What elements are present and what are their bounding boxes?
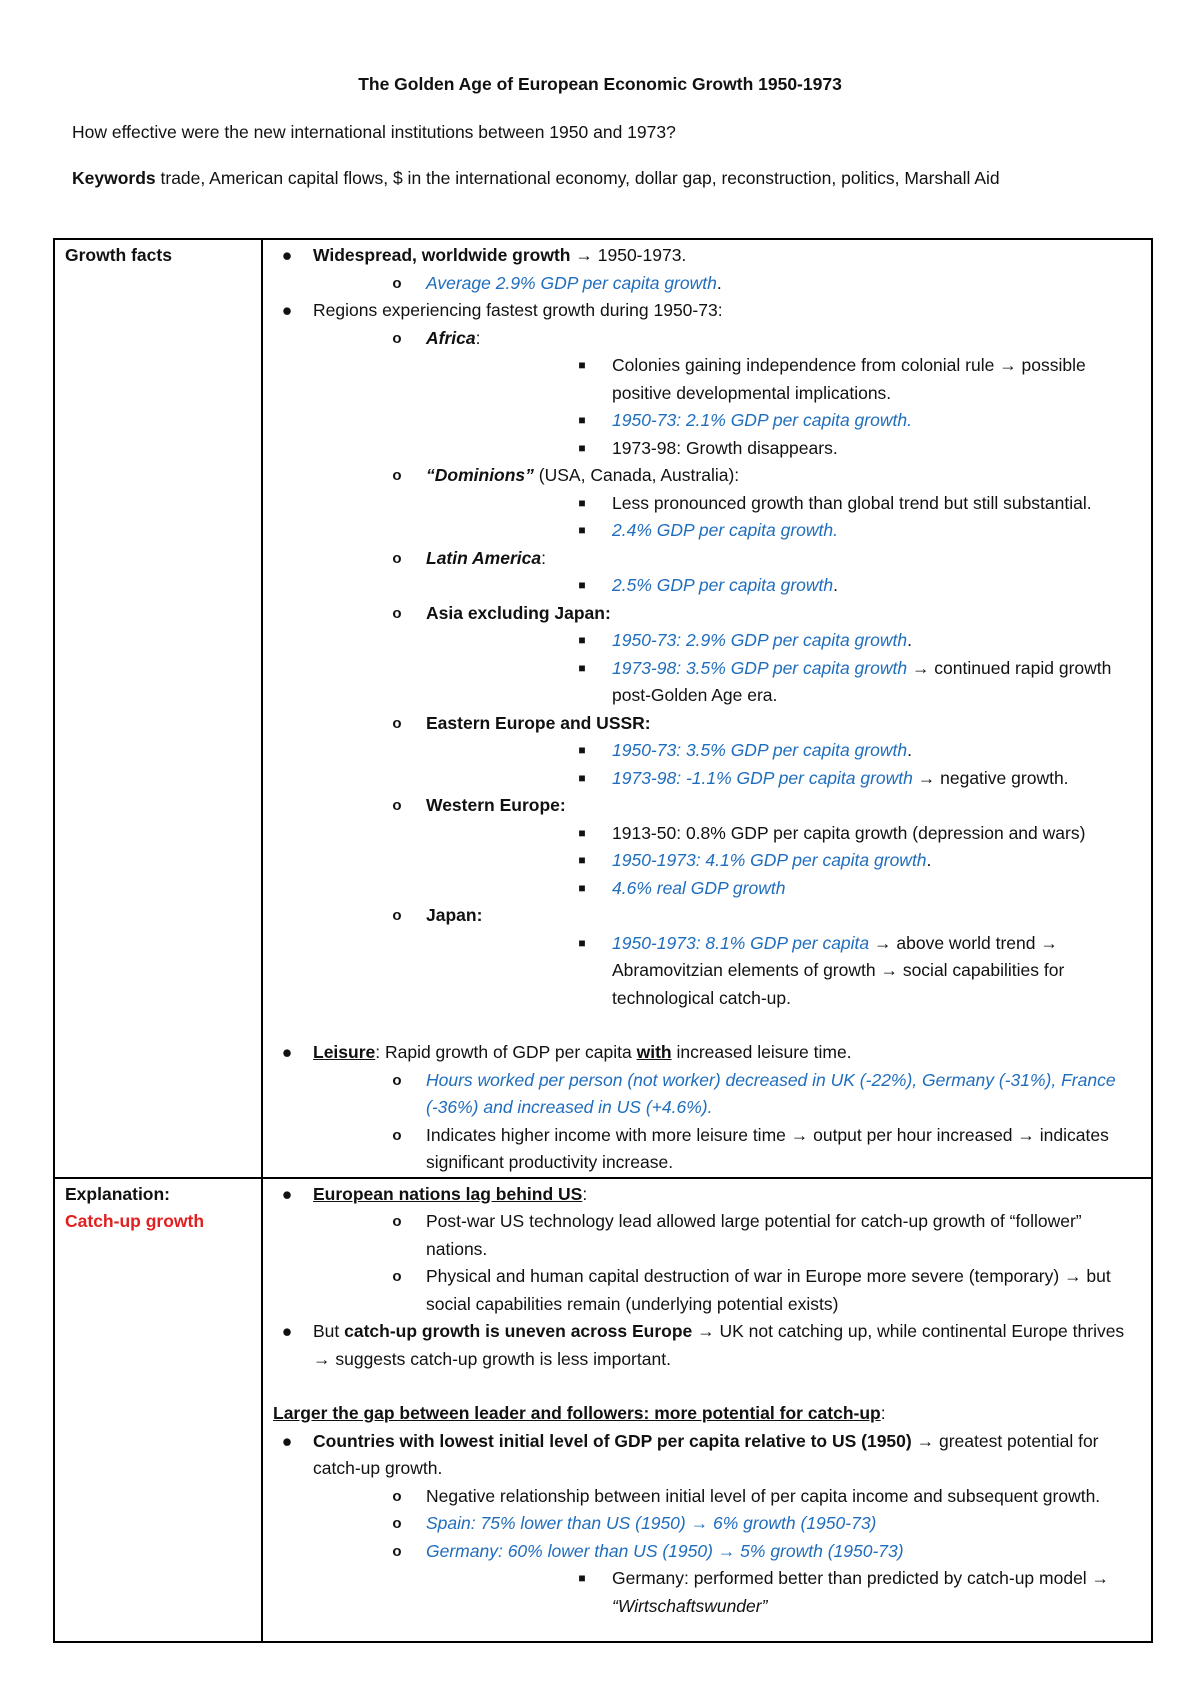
guiding-question: How effective were the new international institutions between 1950 and 1973?: [72, 122, 676, 142]
page-title: The Golden Age of European Economic Growth 1950-1973: [358, 74, 842, 94]
list-item: [426, 407, 1143, 435]
item-text: 1973-98: Growth disappears.: [612, 437, 838, 458]
item-text: → above world trend → Abramovitzian elements of growth → social capabilities for technological catch-up.: [612, 932, 1065, 1008]
list-item: [313, 1208, 1143, 1263]
item-text: 1950-73: 2.9% GDP per capita growth: [612, 630, 908, 650]
table-row: [54, 239, 1152, 1178]
keywords-line: [72, 165, 1142, 192]
sub-sub-list: [426, 352, 1143, 462]
section-heading: [273, 1400, 1143, 1428]
circle-o-icon: o: [392, 797, 402, 814]
leisure-list: [273, 1039, 1143, 1177]
item-text: 1950-1973: 4.1% GDP per capita growth: [612, 850, 927, 870]
circle-o-icon: o: [392, 1071, 402, 1089]
punctuation: .: [907, 630, 912, 650]
square-bullet-icon: ■: [578, 660, 586, 675]
item-text: 4.6% real GDP growth: [612, 877, 786, 898]
list-item: [313, 1067, 1143, 1122]
circle-o-icon: o: [392, 907, 402, 924]
sub-list: [313, 1483, 1143, 1621]
list-item: [313, 710, 1143, 793]
circle-o-icon: o: [392, 1126, 402, 1144]
list-item: [273, 242, 1143, 297]
list-item: [426, 517, 1143, 545]
sub-list: [313, 325, 1143, 1013]
region-name: Latin America: [426, 547, 542, 568]
list-item: [313, 1538, 1143, 1621]
punctuation: .: [833, 575, 839, 595]
list-item: [313, 462, 1143, 545]
item-text: Spain: 75% lower than US (1950) → 6% growth (1950-73): [426, 1513, 877, 1533]
square-bullet-icon: ■: [578, 1571, 586, 1585]
circle-o-icon: o: [392, 714, 402, 732]
explanation-list: [273, 1181, 1143, 1374]
circle-o-icon: o: [392, 467, 402, 484]
list-item: [426, 820, 1143, 848]
item-text: 1950-73: 2.1% GDP per capita growth.: [612, 410, 912, 430]
item-text: Germany: performed better than predicted by catch-up model →: [612, 1568, 1110, 1588]
circle-o-icon: o: [392, 1213, 402, 1230]
item-text: Germany: 60% lower than US (1950) → 5% growth (1950-73): [426, 1540, 904, 1561]
list-item: [313, 902, 1143, 1012]
sub-sub-list: [426, 490, 1143, 545]
square-bullet-icon: ■: [578, 770, 586, 785]
bullet-dot-icon: ●: [281, 245, 293, 265]
item-text: (USA, Canada, Australia):: [533, 465, 740, 485]
sub-sub-list: [426, 820, 1143, 903]
punctuation: :: [582, 1183, 588, 1204]
item-text: 1973-98: -1.1% GDP per capita growth: [612, 767, 913, 788]
item-text: 1950-73: 3.5% GDP per capita growth: [612, 740, 908, 760]
list-item: [273, 1039, 1143, 1177]
list-item: [426, 875, 1143, 903]
item-text: → continued rapid growth post-Golden Age era.: [612, 657, 1112, 705]
item-text: 1973-98: 3.5% GDP per capita growth: [612, 657, 908, 678]
list-item: [426, 435, 1143, 463]
item-text: Hours worked per person (not worker) decreased in UK (-22%), Germany (-31%), France (-36%) and increased in US (+4.6%).: [426, 1069, 1116, 1117]
region-name: Asia excluding Japan:: [426, 602, 611, 623]
circle-o-icon: o: [392, 549, 402, 567]
spacer: [273, 1373, 1143, 1400]
explanation-label: Explanation:: [65, 1183, 171, 1204]
circle-o-icon: o: [392, 274, 402, 292]
square-bullet-icon: ■: [578, 440, 586, 455]
item-text: catch-up growth is uneven across Europe: [344, 1321, 693, 1341]
list-item: [313, 270, 1143, 298]
list-item: [273, 1181, 1143, 1319]
item-text: : Rapid growth of GDP per capita: [375, 1042, 637, 1062]
sub-sub-list: [426, 737, 1143, 792]
list-item: [426, 490, 1143, 518]
keywords-text: trade, American capital flows, $ in the international economy, dollar gap, reconstruction, politics, Marshall Aid: [155, 168, 1000, 188]
square-bullet-icon: ■: [578, 578, 586, 592]
circle-o-icon: o: [392, 329, 402, 347]
list-item: [426, 847, 1143, 875]
circle-o-icon: o: [392, 1542, 402, 1560]
item-text: 1913-50: 0.8% GDP per capita growth (depression and wars): [612, 822, 1086, 843]
list-item: [273, 1318, 1143, 1373]
square-bullet-icon: ■: [578, 413, 586, 427]
punctuation: .: [907, 740, 912, 760]
punctuation: .: [926, 850, 932, 870]
list-item: [313, 1483, 1143, 1511]
sub-sub-list: [426, 627, 1143, 710]
row-label-cell: [54, 1178, 262, 1642]
item-text: Indicates higher income with more leisure time → output per hour increased → indicates significant productivity increase.: [426, 1124, 1109, 1172]
item-text: European nations lag behind US: [313, 1183, 583, 1204]
circle-o-icon: o: [392, 1487, 402, 1505]
item-text: Colonies gaining independence from colonial rule → possible positive developmental implications.: [612, 355, 1086, 403]
bullet-dot-icon: ●: [281, 1321, 293, 1341]
keywords-label: Keywords: [72, 168, 156, 188]
item-text: Average 2.9% GDP per capita growth: [426, 272, 717, 293]
item-text: increased leisure time.: [671, 1042, 852, 1062]
item-text: 2.5% GDP per capita growth: [612, 575, 834, 595]
item-text: → negative growth.: [912, 767, 1069, 788]
square-bullet-icon: ■: [578, 523, 586, 537]
sub-sub-list: [426, 572, 1143, 600]
item-text: Less pronounced growth than global trend but still substantial.: [612, 492, 1092, 513]
sub-list: [313, 270, 1143, 298]
sub-list: [313, 1067, 1143, 1177]
item-text: → 1950-1973.: [570, 245, 687, 265]
list-item: [313, 1263, 1143, 1318]
list-item: [273, 297, 1143, 1012]
item-text: Post-war US technology lead allowed large potential for catch-up growth of “follower” nations.: [426, 1211, 1082, 1259]
bullet-dot-icon: ●: [281, 1042, 293, 1062]
list-item: [426, 737, 1143, 765]
sub-sub-list: [426, 930, 1143, 1013]
bullet-dot-icon: ●: [281, 1183, 293, 1204]
list-item: [273, 1428, 1143, 1621]
list-item: [426, 930, 1143, 1013]
item-text: Regions experiencing fastest growth during 1950-73:: [313, 300, 723, 320]
row-label-cell: [54, 239, 262, 1178]
punctuation: :: [541, 547, 546, 568]
square-bullet-icon: ■: [578, 935, 586, 950]
bullet-dot-icon: ●: [281, 300, 293, 320]
content-cell: [262, 239, 1152, 1178]
list-item: [313, 792, 1143, 902]
list-item: [426, 572, 1143, 600]
growth-list: [273, 242, 1143, 1012]
item-text: with: [636, 1042, 672, 1062]
list-item: [426, 1565, 1143, 1620]
table-row: [54, 1178, 1152, 1642]
item-text: Leisure: [313, 1042, 376, 1062]
region-name: “Dominions”: [426, 465, 534, 485]
item-text: Larger the gap between leader and followers: more potential for catch-up: [273, 1403, 881, 1423]
item-text: 1950-1973: 8.1% GDP per capita: [612, 932, 870, 953]
catch-up-label: Catch-up growth: [65, 1211, 205, 1231]
list-item: [426, 655, 1143, 710]
list-item: [313, 1122, 1143, 1177]
circle-o-icon: o: [392, 1268, 402, 1285]
item-text: Negative relationship between initial level of per capita income and subsequent growth.: [426, 1485, 1101, 1506]
sub-list: [313, 1208, 1143, 1318]
square-bullet-icon: ■: [578, 358, 586, 372]
bullet-dot-icon: ●: [281, 1430, 293, 1451]
punctuation: :: [880, 1403, 886, 1423]
punctuation: :: [475, 327, 481, 348]
square-bullet-icon: ■: [578, 633, 586, 647]
list-item: [426, 352, 1143, 407]
list-item: [313, 545, 1143, 600]
sub-sub-list: [426, 1565, 1143, 1620]
list-item: [313, 1510, 1143, 1538]
item-text: “Wirtschaftswunder”: [612, 1595, 768, 1616]
circle-o-icon: o: [392, 1515, 402, 1532]
list-item: [313, 600, 1143, 710]
square-bullet-icon: ■: [578, 880, 586, 895]
list-item: [426, 765, 1143, 793]
item-text: → UK not catching up, while continental Europe thrives → suggests catch-up growth is less important.: [313, 1321, 1125, 1369]
square-bullet-icon: ■: [578, 853, 586, 867]
growth-facts-label: Growth facts: [65, 245, 172, 265]
item-text: Physical and human capital destruction of war in Europe more severe (temporary) → but social capabilities remain (underlying potential exists): [426, 1266, 1111, 1314]
region-name: Eastern Europe and USSR:: [426, 712, 651, 733]
punctuation: .: [716, 272, 722, 293]
square-bullet-icon: ■: [578, 495, 586, 510]
square-bullet-icon: ■: [578, 825, 586, 840]
region-name: Africa: [426, 327, 476, 348]
circle-o-icon: o: [392, 604, 402, 622]
square-bullet-icon: ■: [578, 743, 586, 757]
notes-table: [53, 238, 1153, 1643]
content-cell: [262, 1178, 1152, 1642]
item-text: Countries with lowest initial level of GDP per capita relative to US (1950): [313, 1430, 912, 1451]
region-name: Japan:: [426, 905, 483, 925]
region-name: Western Europe:: [426, 795, 566, 815]
item-text: 2.4% GDP per capita growth.: [612, 520, 838, 540]
list-item: [426, 627, 1143, 655]
catch-up-list: [273, 1428, 1143, 1621]
list-item: [313, 325, 1143, 463]
item-text: But: [313, 1321, 345, 1341]
item-text: Widespread, worldwide growth: [313, 245, 571, 265]
spacer: [273, 1012, 1143, 1039]
item-text: → greatest potential for catch-up growth.: [313, 1430, 1099, 1478]
